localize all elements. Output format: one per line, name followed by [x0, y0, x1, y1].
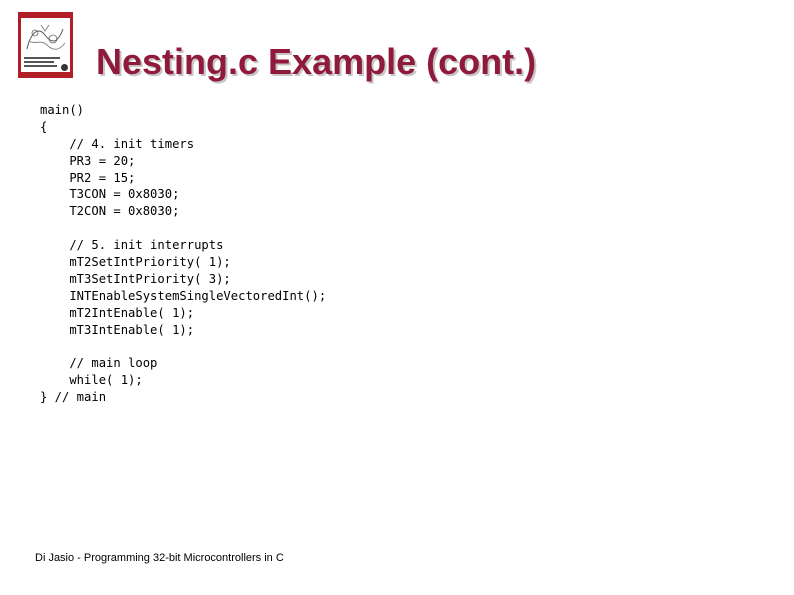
book-cover-icon: [18, 12, 73, 78]
code-line: PR3 = 20;: [40, 153, 136, 168]
code-line: T2CON = 0x8030;: [40, 204, 180, 219]
code-line: PR2 = 15;: [40, 170, 136, 185]
code-line: // main loop: [40, 356, 158, 371]
code-line: {: [40, 119, 48, 134]
slide-title: Nesting.c Example (cont.): [96, 41, 537, 82]
cover-illustration-icon: [23, 21, 68, 55]
code-line: mT3IntEnable( 1);: [40, 322, 195, 337]
slide-footer: Di Jasio - Programming 32-bit Microcontrollers in C: [35, 552, 284, 564]
code-line: [40, 220, 326, 237]
code-line: mT2SetIntPriority( 1);: [40, 255, 231, 270]
code-line: T3CON = 0x8030;: [40, 187, 180, 202]
code-line: } // main: [40, 390, 107, 405]
code-listing: [40, 102, 326, 406]
code-line: while( 1);: [40, 373, 143, 388]
code-line: main(): [40, 103, 85, 117]
code-line: // 4. init timers: [40, 136, 195, 151]
code-line: [40, 338, 326, 355]
code-line: INTEnableSystemSingleVectoredInt();: [40, 288, 327, 303]
code-line: // 5. init interrupts: [40, 238, 224, 253]
code-line: mT2IntEnable( 1);: [40, 305, 195, 320]
code-line: mT3SetIntPriority( 3);: [40, 271, 231, 286]
